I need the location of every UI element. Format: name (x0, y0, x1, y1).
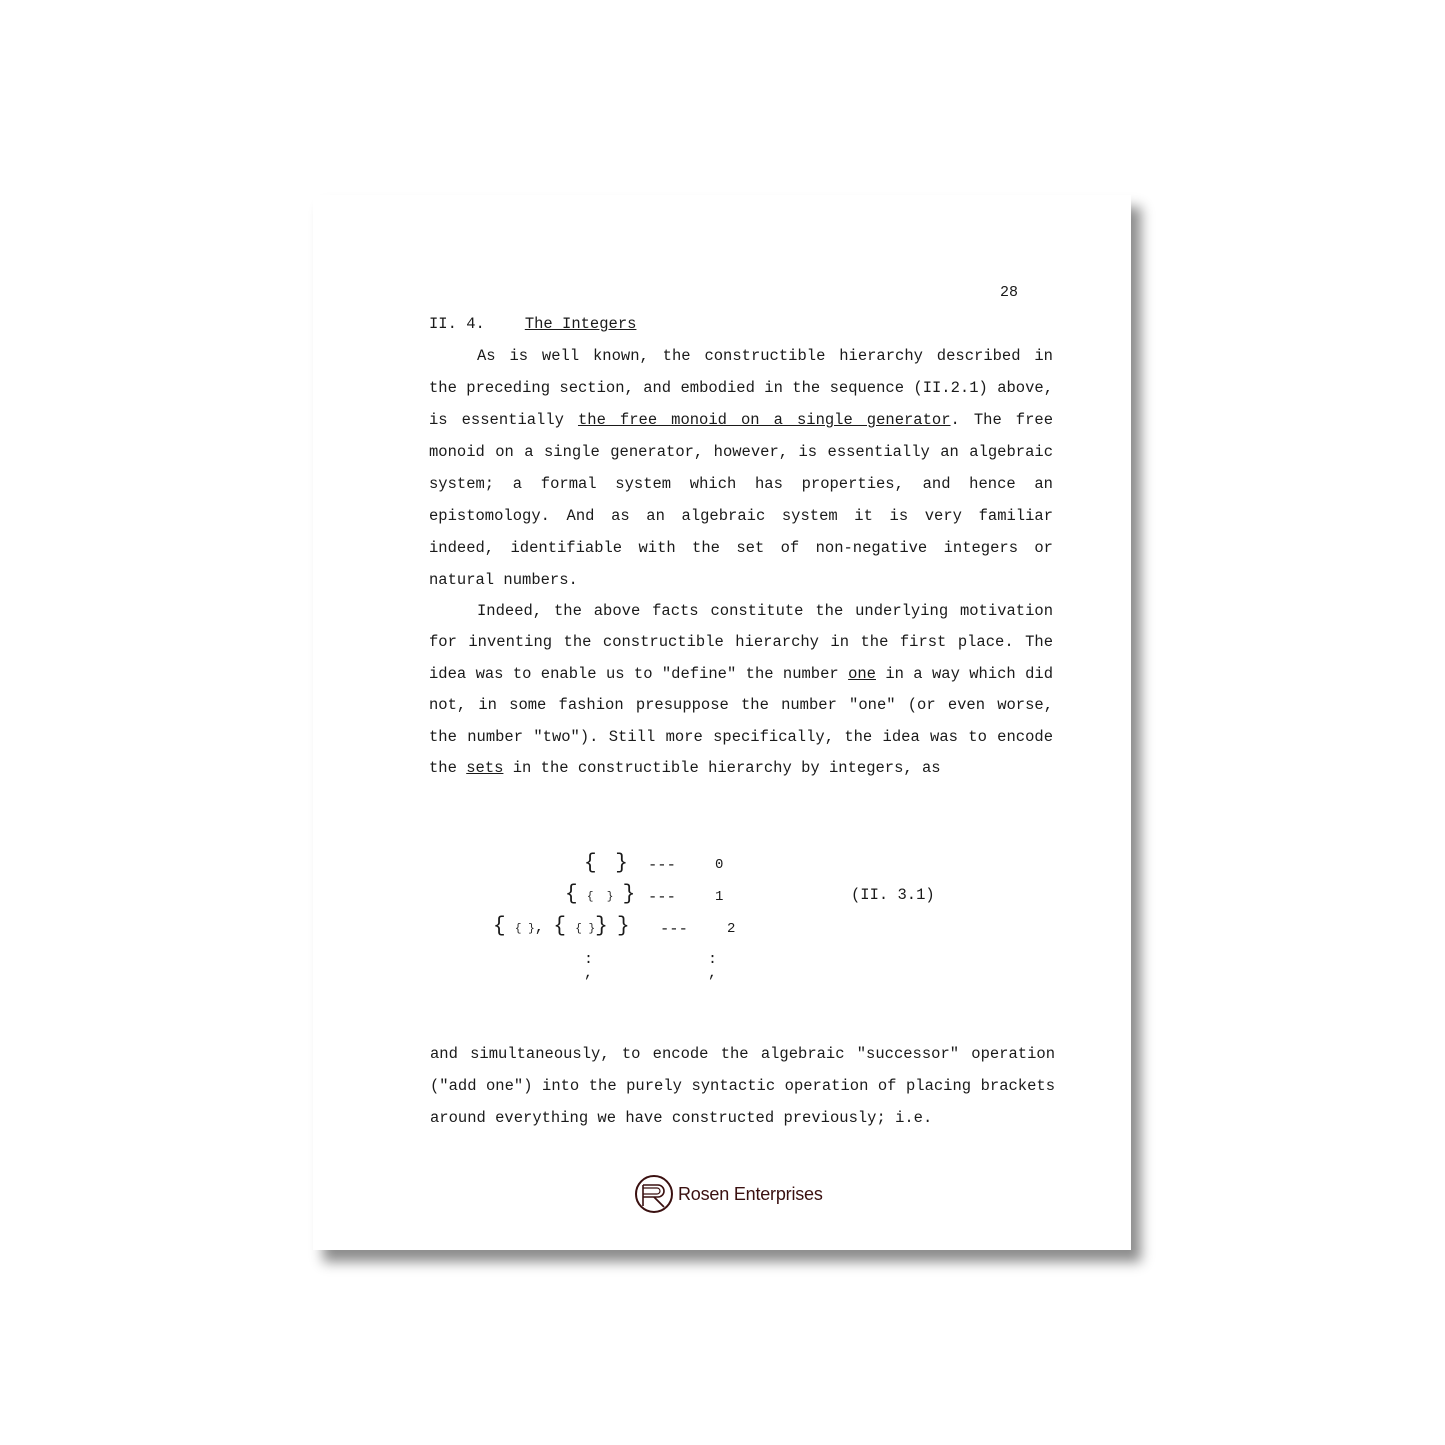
rosen-enterprises-logo-icon (634, 1174, 674, 1214)
equation-row-0-sets: { } (584, 852, 628, 875)
equation-row-0-dash: --- (648, 856, 676, 874)
logo-name: Rosen Enterprises (678, 1183, 823, 1204)
section-heading (429, 315, 636, 333)
equation-continuation-right: : , (708, 951, 718, 982)
section-title: The Integers (524, 315, 637, 333)
emphasis-sets: sets (466, 759, 504, 778)
equation-row-2-sets: { { }, { { }} } (493, 915, 630, 938)
page-number: 28 (1000, 284, 1019, 301)
equation-value-1: 1 (715, 889, 724, 905)
equation-continuation-left: : , (584, 951, 594, 982)
emphasis-free-monoid: the free monoid on a single generator (577, 411, 951, 429)
footer-logo (634, 1174, 823, 1214)
equation-value-2: 2 (727, 921, 736, 937)
equation-row-1-dash: --- (648, 888, 676, 906)
paragraph-1: As is well known, the constructible hierarchy described in the preceding section, and embodied in the sequence (II.2.1) above, is essentially the free monoid on a single generator. The free monoid on a single generator, however, is essentially an algebraic system; a formal system which has properties, and hence an epistomology. And as an algebraic system it is very familiar indeed, identifiable with the set of non-negative integers or natural numbers. (429, 347, 1054, 589)
emphasis-one: one (848, 664, 876, 683)
equation-label: (II. 3.1) (851, 886, 935, 904)
paragraph-3: and simultaneously, to encode the algebraic "successor" operation ("add one") into the purely syntactic operation of placing brackets around everything we have constructed previously; i.e. (430, 1045, 1055, 1127)
equation-value-0: 0 (715, 857, 724, 873)
section-number: II. 4. (429, 315, 485, 333)
paragraph-2: Indeed, the above facts constitute the underlying motivation for inventing the constructible hierarchy in the first place. The idea was to enable us to "define" the number one in a way which did not, in some fashion presuppose the number "one" (or even worse, the number "two"). Still more specifically, the idea was to encode the sets in the constructible hierarchy by integers, as (429, 602, 1053, 778)
equation-row-1-sets: { { } } (565, 883, 636, 906)
equation-row-2-dash: --- (660, 920, 688, 938)
